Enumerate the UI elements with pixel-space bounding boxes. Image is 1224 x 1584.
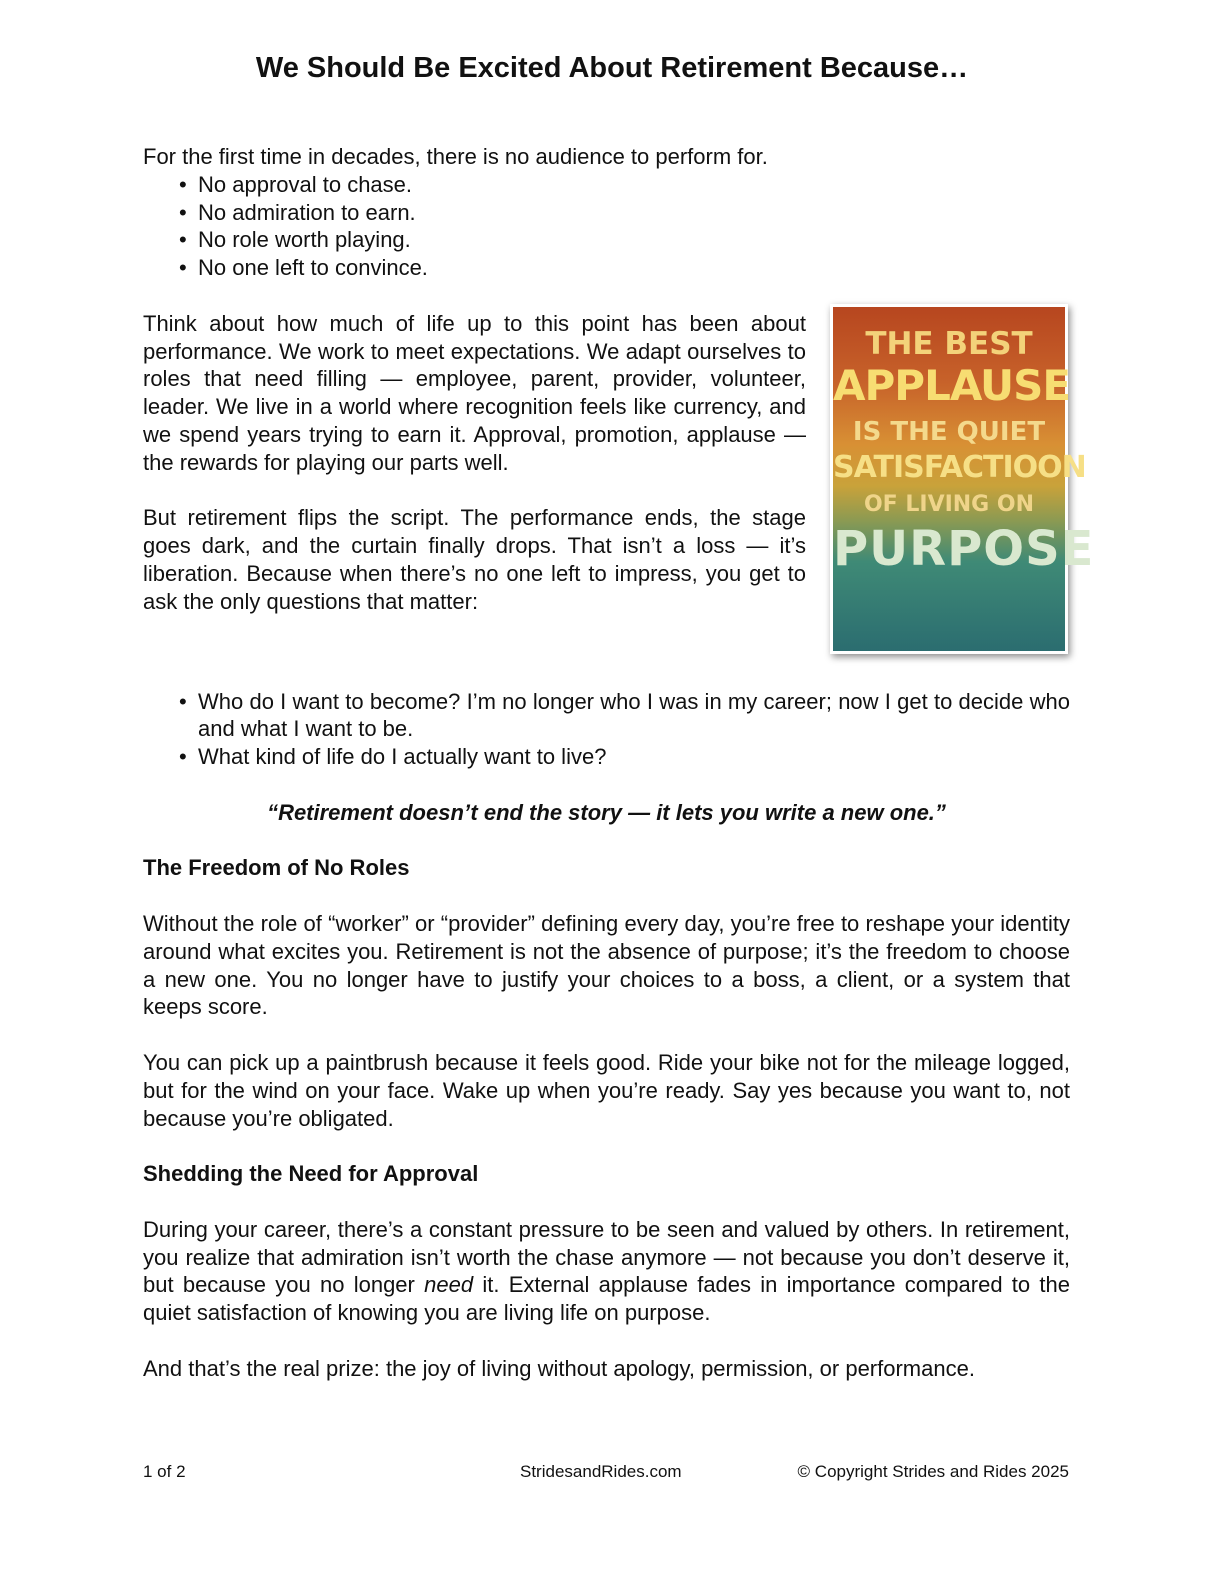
bullet-icon: •	[179, 744, 187, 770]
page-number: 1 of 2	[143, 1462, 186, 1481]
list-item	[179, 743, 1070, 771]
copyright-notice: © Copyright Strides and Rides 2025	[797, 1462, 1069, 1481]
bullet-icon: •	[179, 171, 187, 197]
paragraph-text: it. External applause fades in importance compared to the quiet satisfaction of knowing you are living life on purpose.	[143, 1272, 1070, 1326]
article-body	[143, 143, 1095, 1383]
list-item	[179, 688, 1070, 744]
paragraph-freedom-1: Without the role of “worker” or “provider” defining every day, you’re free to reshape your identity around what excites you. Retirement is not the absence of purpose; it’s the freedom to choose a new one. You no longer have to justify your choices to a boss, a client, or a system that keeps score.	[143, 910, 1070, 1020]
list-item	[179, 199, 1070, 227]
poster-line-3: IS THE QUIET	[852, 416, 1046, 447]
list-item-text: What kind of life do I actually want to live?	[198, 744, 607, 770]
paragraph-performance: Think about how much of life up to this point has been about performance. We work to meet expectations. We adapt ourselves to roles that need filling — employee, parent, provider, volunteer, leader. We live in a world where recognition feels like currency, and we spend years trying to earn it. Approval, promotion, applause — the rewards for playing our parts well.	[143, 310, 806, 475]
bullet-icon: •	[179, 199, 187, 225]
paragraph-flips-script: But retirement flips the script. The performance ends, the stage goes dark, and the curtain finally drops. That isn’t a loss — it’s liberation. Because when there’s no one left to impress, you get to ask the only questions that matter:	[143, 505, 806, 614]
emphasis-text: need	[424, 1272, 474, 1298]
list-item-text: No role worth playing.	[198, 227, 411, 253]
poster-line-4: SATISFACTIOON	[833, 449, 1086, 485]
paragraph-approval-1	[143, 1216, 1070, 1327]
list-item-text: No one left to convince.	[198, 255, 428, 281]
list-item	[179, 254, 1070, 282]
intro-bullet-list	[143, 171, 1070, 282]
pull-quote: “Retirement doesn’t end the story — it lets you write a new one.”	[267, 799, 946, 825]
list-item	[179, 226, 1070, 254]
section-heading-freedom: The Freedom of No Roles	[143, 855, 410, 881]
paragraph-real-prize: And that’s the real prize: the joy of living without apology, permission, or performance.	[143, 1355, 975, 1381]
paragraph-freedom-2: You can pick up a paintbrush because it feels good. Ride your bike not for the mileage logged, but for the wind on your face. Wake up when you’re ready. Say yes because you want to, not because you’re obligated.	[143, 1049, 1070, 1131]
intro-lead: For the first time in decades, there is no audience to perform for.	[143, 144, 768, 169]
bullet-icon: •	[179, 227, 187, 253]
poster-line-5: OF LIVING ON	[863, 491, 1035, 517]
poster-line-2: APPLAUSE	[833, 360, 1071, 410]
questions-list	[143, 688, 1070, 771]
page-title: We Should Be Excited About Retirement Because…	[255, 52, 969, 84]
bullet-icon: •	[179, 255, 187, 281]
site-name: StridesandRides.com	[520, 1462, 682, 1481]
list-item	[179, 171, 1070, 199]
list-item-text: Who do I want to become? I’m no longer who I was in my career; now I get to decide who and what I want to be.	[198, 688, 1070, 742]
list-item-text: No admiration to earn.	[198, 199, 416, 225]
bullet-icon: •	[179, 688, 187, 714]
paragraph-text: During your career, there’s a constant pressure to be seen and valued by others. In retirement, you realize that admiration isn’t worth the chase anymore — not because you don’t deserve it, but because you no longer	[143, 1216, 1070, 1298]
poster-line-1: THE BEST	[865, 325, 1033, 362]
applause-poster-image	[830, 304, 1095, 654]
poster-image-frame	[830, 304, 1095, 654]
section-heading-approval: Shedding the Need for Approval	[143, 1161, 479, 1187]
list-item-text: No approval to chase.	[198, 171, 413, 197]
poster-line-6: PURPOSE	[833, 520, 1095, 577]
